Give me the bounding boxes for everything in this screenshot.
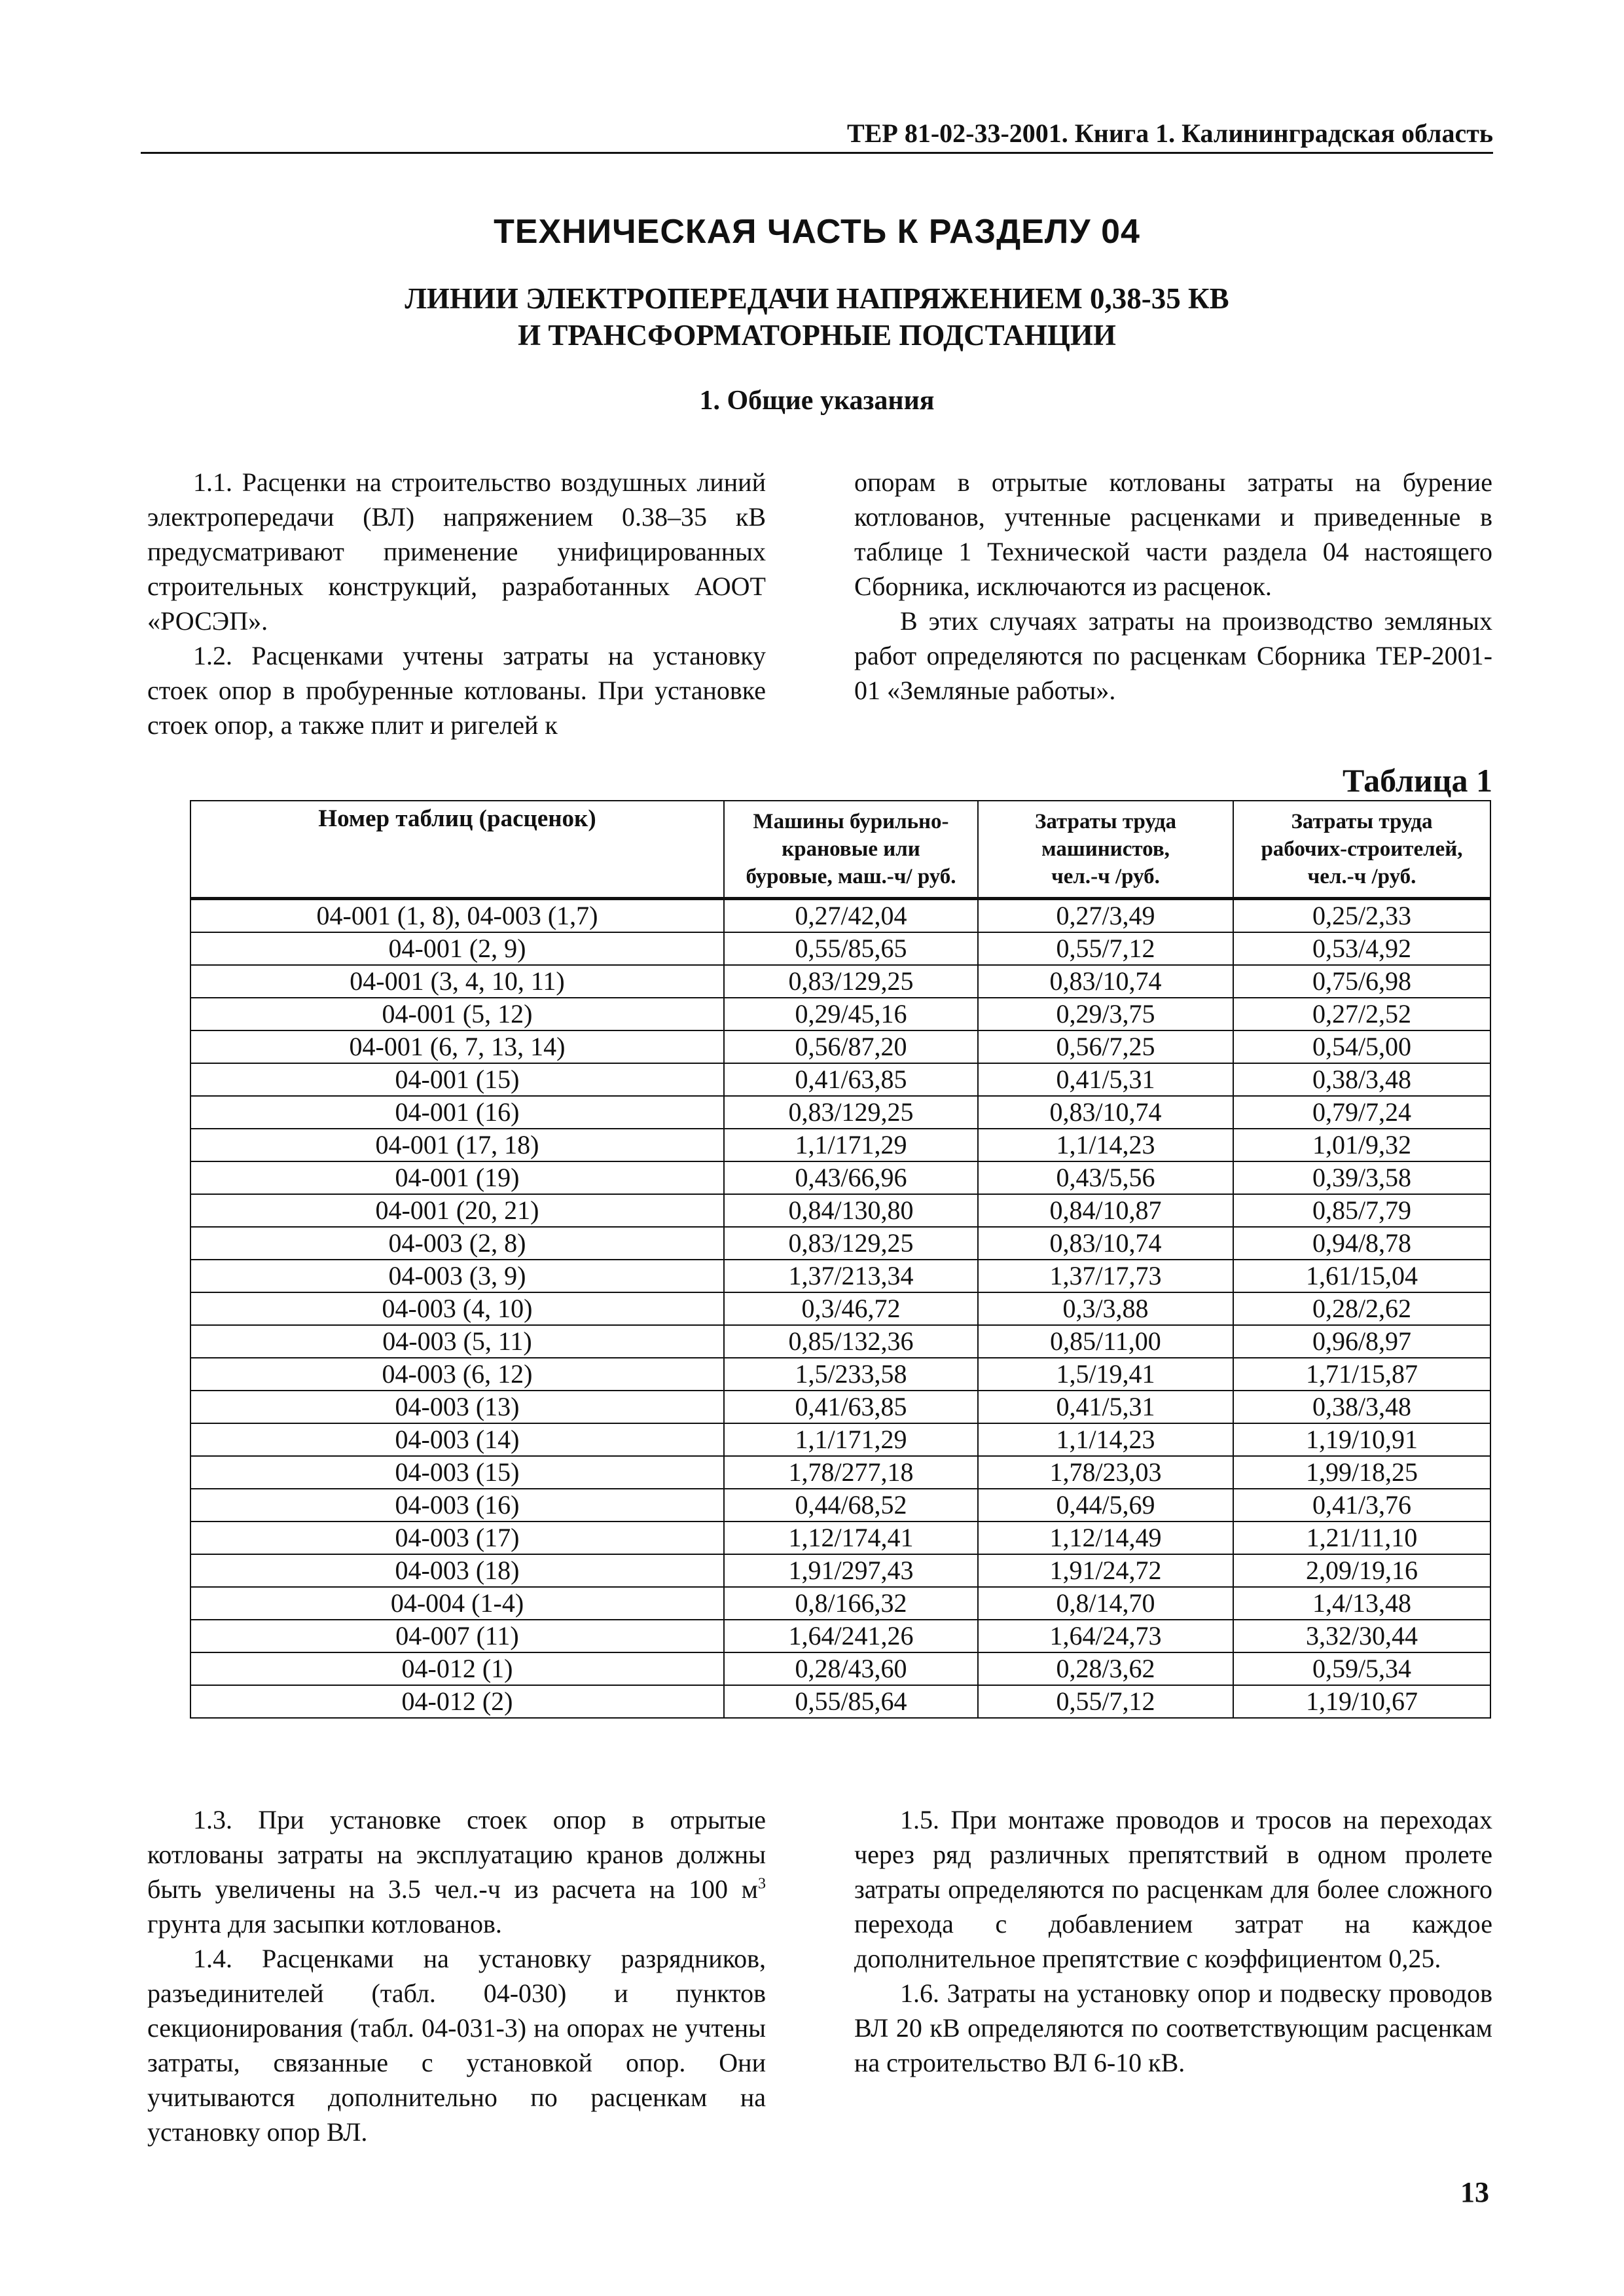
cell-worker-labor: 0,27/2,52 bbox=[1233, 998, 1490, 1030]
table-row bbox=[190, 1522, 1490, 1554]
cell-operator-labor: 0,41/5,31 bbox=[978, 1391, 1233, 1423]
header-operator-labor bbox=[978, 801, 1233, 899]
cell-worker-labor: 0,41/3,76 bbox=[1233, 1489, 1490, 1522]
cell-worker-labor: 0,59/5,34 bbox=[1233, 1652, 1490, 1685]
cell-operator-labor: 0,29/3,75 bbox=[978, 998, 1233, 1030]
header-line: Затраты труда bbox=[1291, 810, 1433, 833]
header-rule bbox=[141, 152, 1493, 154]
cell-table-number: 04-001 (16) bbox=[190, 1096, 724, 1129]
cell-worker-labor: 1,19/10,91 bbox=[1233, 1423, 1490, 1456]
cell-table-number: 04-012 (2) bbox=[190, 1685, 724, 1718]
cell-table-number: 04-003 (15) bbox=[190, 1456, 724, 1489]
table-row bbox=[190, 1620, 1490, 1652]
cell-table-number: 04-003 (17) bbox=[190, 1522, 724, 1554]
cell-table-number: 04-001 (19) bbox=[190, 1161, 724, 1194]
page-number: 13 bbox=[1460, 2176, 1489, 2208]
cell-drilling-machines: 0,41/63,85 bbox=[724, 1063, 978, 1096]
header-line: рабочих-строителей, bbox=[1261, 837, 1463, 861]
paragraph-1-3-text-a: 1.3. При установке стоек опор в отрытые котлованы затраты на эксплуатацию кранов должны быть увеличены на 3.5 чел.-ч из расчета на 100 м bbox=[147, 1805, 766, 1904]
cell-worker-labor: 0,39/3,58 bbox=[1233, 1161, 1490, 1194]
cell-table-number: 04-003 (6, 12) bbox=[190, 1358, 724, 1391]
cell-drilling-machines: 1,1/171,29 bbox=[724, 1423, 978, 1456]
table-row bbox=[190, 998, 1490, 1030]
table-row bbox=[190, 1456, 1490, 1489]
cell-worker-labor: 2,09/19,16 bbox=[1233, 1554, 1490, 1587]
cell-table-number: 04-004 (1-4) bbox=[190, 1587, 724, 1620]
cell-drilling-machines: 1,78/277,18 bbox=[724, 1456, 978, 1489]
table-row bbox=[190, 1489, 1490, 1522]
header-line: Машины бурильно- bbox=[753, 810, 949, 833]
cell-operator-labor: 0,41/5,31 bbox=[978, 1063, 1233, 1096]
cell-drilling-machines: 1,1/171,29 bbox=[724, 1129, 978, 1161]
cell-worker-labor: 0,54/5,00 bbox=[1233, 1030, 1490, 1063]
table-row bbox=[190, 1325, 1490, 1358]
running-header: ТЕР 81-02-33-2001. Книга 1. Калининградская область bbox=[847, 118, 1493, 148]
cell-worker-labor: 0,28/2,62 bbox=[1233, 1292, 1490, 1325]
table-row bbox=[190, 1554, 1490, 1587]
paragraph-1-5: 1.5. При монтаже проводов и тросов на переходах через ряд различных препятствий в одном пролете затраты определяются по расценкам для более сложного перехода с добавлением затрат на каждое дополнительное препятствие с коэффициентом 0,25. bbox=[854, 1805, 1492, 1973]
header-line: Затраты труда bbox=[1034, 810, 1177, 833]
cell-operator-labor: 1,91/24,72 bbox=[978, 1554, 1233, 1587]
cell-drilling-machines: 0,55/85,65 bbox=[724, 932, 978, 965]
section-subtitle bbox=[141, 280, 1493, 354]
cell-drilling-machines: 1,5/233,58 bbox=[724, 1358, 978, 1391]
cell-table-number: 04-003 (5, 11) bbox=[190, 1325, 724, 1358]
cell-drilling-machines: 0,8/166,32 bbox=[724, 1587, 978, 1620]
table-row bbox=[190, 899, 1490, 933]
cell-table-number: 04-003 (13) bbox=[190, 1391, 724, 1423]
header-line: машинистов, bbox=[1041, 837, 1170, 861]
table-row bbox=[190, 1030, 1490, 1063]
cell-worker-labor: 1,21/11,10 bbox=[1233, 1522, 1490, 1554]
cell-table-number: 04-001 (3, 4, 10, 11) bbox=[190, 965, 724, 998]
cell-drilling-machines: 0,43/66,96 bbox=[724, 1161, 978, 1194]
cell-operator-labor: 1,1/14,23 bbox=[978, 1129, 1233, 1161]
rates-table-head bbox=[190, 801, 1490, 899]
table-caption: Таблица 1 bbox=[1342, 762, 1492, 799]
table-row bbox=[190, 965, 1490, 998]
cell-drilling-machines: 0,84/130,80 bbox=[724, 1194, 978, 1227]
section-title: ТЕХНИЧЕСКАЯ ЧАСТЬ К РАЗДЕЛУ 04 bbox=[494, 213, 1140, 251]
paragraph-1-3 bbox=[147, 1802, 766, 1941]
cell-table-number: 04-003 (14) bbox=[190, 1423, 724, 1456]
cell-operator-labor: 1,12/14,49 bbox=[978, 1522, 1233, 1554]
table-row bbox=[190, 1161, 1490, 1194]
cell-table-number: 04-001 (20, 21) bbox=[190, 1194, 724, 1227]
cell-drilling-machines: 0,85/132,36 bbox=[724, 1325, 978, 1358]
cell-drilling-machines: 0,3/46,72 bbox=[724, 1292, 978, 1325]
header-line: чел.-ч /руб. bbox=[1051, 865, 1160, 888]
cell-drilling-machines: 0,41/63,85 bbox=[724, 1391, 978, 1423]
cell-operator-labor: 1,78/23,03 bbox=[978, 1456, 1233, 1489]
cell-operator-labor: 1,5/19,41 bbox=[978, 1358, 1233, 1391]
header-drilling-machines bbox=[724, 801, 978, 899]
cell-worker-labor: 0,25/2,33 bbox=[1233, 899, 1490, 933]
table-row bbox=[190, 1063, 1490, 1096]
paragraph-1-4: 1.4. Расценками на установку разрядников, разъединителей (табл. 04-030) и пунктов секционирования (табл. 04-031-3) на опорах не учтены затраты, связанные с установкой опор. Они учитываются дополнительно по расценкам на установку опор ВЛ. bbox=[147, 1944, 766, 2147]
cell-drilling-machines: 0,44/68,52 bbox=[724, 1489, 978, 1522]
cell-drilling-machines: 0,83/129,25 bbox=[724, 965, 978, 998]
table-row bbox=[190, 1292, 1490, 1325]
rates-table-body bbox=[190, 899, 1490, 1719]
cell-operator-labor: 0,83/10,74 bbox=[978, 1096, 1233, 1129]
subtitle-line-2: И ТРАНСФОРМАТОРНЫЕ ПОДСТАНЦИИ bbox=[518, 319, 1116, 352]
cell-drilling-machines: 1,37/213,34 bbox=[724, 1260, 978, 1292]
header-line: крановые или bbox=[782, 837, 920, 861]
cell-worker-labor: 0,94/8,78 bbox=[1233, 1227, 1490, 1260]
cell-drilling-machines: 0,56/87,20 bbox=[724, 1030, 978, 1063]
paragraph-1-2-continued: опорам в отрытые котлованы затраты на бурение котлованов, учтенные расценками и приведенные в таблице 1 Технической части раздела 04 настоящего Сборника, исключаются из расценок. bbox=[854, 467, 1492, 601]
cell-operator-labor: 0,55/7,12 bbox=[978, 932, 1233, 965]
cell-operator-labor: 0,27/3,49 bbox=[978, 899, 1233, 933]
cell-drilling-machines: 1,91/297,43 bbox=[724, 1554, 978, 1587]
table-row bbox=[190, 1260, 1490, 1292]
cell-operator-labor: 1,1/14,23 bbox=[978, 1423, 1233, 1456]
cell-worker-labor: 0,38/3,48 bbox=[1233, 1063, 1490, 1096]
superscript-cubic: 3 bbox=[758, 1875, 766, 1893]
cell-drilling-machines: 0,83/129,25 bbox=[724, 1096, 978, 1129]
paragraph-1-2: 1.2. Расценками учтены затраты на установку стоек опор в пробуренные котлованы. При установке стоек опор, а также плит и ригелей к bbox=[147, 641, 766, 740]
cell-operator-labor: 0,83/10,74 bbox=[978, 965, 1233, 998]
cell-operator-labor: 0,84/10,87 bbox=[978, 1194, 1233, 1227]
cell-drilling-machines: 0,29/45,16 bbox=[724, 998, 978, 1030]
table-row bbox=[190, 1096, 1490, 1129]
cell-table-number: 04-012 (1) bbox=[190, 1652, 724, 1685]
cell-worker-labor: 0,53/4,92 bbox=[1233, 932, 1490, 965]
cell-worker-labor: 0,85/7,79 bbox=[1233, 1194, 1490, 1227]
cell-table-number: 04-001 (1, 8), 04-003 (1,7) bbox=[190, 899, 724, 933]
table-row bbox=[190, 1129, 1490, 1161]
cell-worker-labor: 1,71/15,87 bbox=[1233, 1358, 1490, 1391]
cell-worker-labor: 1,4/13,48 bbox=[1233, 1587, 1490, 1620]
cell-worker-labor: 1,01/9,32 bbox=[1233, 1129, 1490, 1161]
cell-table-number: 04-001 (17, 18) bbox=[190, 1129, 724, 1161]
cell-worker-labor: 0,96/8,97 bbox=[1233, 1325, 1490, 1358]
table-row bbox=[190, 1423, 1490, 1456]
cell-drilling-machines: 0,55/85,64 bbox=[724, 1685, 978, 1718]
cell-operator-labor: 0,8/14,70 bbox=[978, 1587, 1233, 1620]
cell-operator-labor: 0,3/3,88 bbox=[978, 1292, 1233, 1325]
cell-worker-labor: 1,19/10,67 bbox=[1233, 1685, 1490, 1718]
subtitle-line-1: ЛИНИИ ЭЛЕКТРОПЕРЕДАЧИ НАПРЯЖЕНИЕМ 0,38-35 КВ bbox=[405, 282, 1229, 315]
cell-worker-labor: 0,79/7,24 bbox=[1233, 1096, 1490, 1129]
table-row bbox=[190, 1587, 1490, 1620]
header-line: буровые, маш.-ч/ руб. bbox=[746, 865, 956, 888]
table-row bbox=[190, 1685, 1490, 1718]
cell-worker-labor: 0,38/3,48 bbox=[1233, 1391, 1490, 1423]
header-line: чел.-ч /руб. bbox=[1307, 865, 1416, 888]
cell-operator-labor: 0,56/7,25 bbox=[978, 1030, 1233, 1063]
cell-worker-labor: 1,61/15,04 bbox=[1233, 1260, 1490, 1292]
cell-operator-labor: 0,44/5,69 bbox=[978, 1489, 1233, 1522]
cell-table-number: 04-003 (2, 8) bbox=[190, 1227, 724, 1260]
table-row bbox=[190, 1391, 1490, 1423]
table-header-row bbox=[190, 801, 1490, 899]
text-column-left-top bbox=[147, 465, 766, 742]
subsection-heading: 1. Общие указания bbox=[699, 386, 935, 416]
cell-table-number: 04-007 (11) bbox=[190, 1620, 724, 1652]
cell-drilling-machines: 0,28/43,60 bbox=[724, 1652, 978, 1685]
table-row bbox=[190, 1194, 1490, 1227]
paragraph-1-3-text-b: грунта для засыпки котлованов. bbox=[147, 1909, 502, 1939]
header-worker-labor bbox=[1233, 801, 1490, 899]
rates-table bbox=[190, 800, 1491, 1719]
cell-operator-labor: 0,85/11,00 bbox=[978, 1325, 1233, 1358]
cell-operator-labor: 1,37/17,73 bbox=[978, 1260, 1233, 1292]
cell-table-number: 04-001 (6, 7, 13, 14) bbox=[190, 1030, 724, 1063]
table-row bbox=[190, 1227, 1490, 1260]
cell-worker-labor: 1,99/18,25 bbox=[1233, 1456, 1490, 1489]
cell-operator-labor: 0,83/10,74 bbox=[978, 1227, 1233, 1260]
paragraph-1-1: 1.1. Расценки на строительство воздушных линий электропередачи (ВЛ) напряжением 0.38–35 кВ предусматривают применение унифицированных строительных конструкций, разработанных АООТ «РОСЭП». bbox=[147, 467, 766, 636]
cell-operator-labor: 0,43/5,56 bbox=[978, 1161, 1233, 1194]
paragraph-1-2-b: В этих случаях затраты на производство земляных работ определяются по расценкам Сборника ТЕР-2001-01 «Земляные работы». bbox=[854, 606, 1492, 705]
text-column-right-bottom bbox=[854, 1802, 1492, 2080]
table-row bbox=[190, 932, 1490, 965]
cell-table-number: 04-001 (2, 9) bbox=[190, 932, 724, 965]
cell-drilling-machines: 1,64/241,26 bbox=[724, 1620, 978, 1652]
header-line: Номер таблиц (расценок) bbox=[318, 805, 596, 832]
cell-drilling-machines: 1,12/174,41 bbox=[724, 1522, 978, 1554]
cell-table-number: 04-003 (18) bbox=[190, 1554, 724, 1587]
cell-worker-labor: 0,75/6,98 bbox=[1233, 965, 1490, 998]
cell-table-number: 04-003 (4, 10) bbox=[190, 1292, 724, 1325]
table-row bbox=[190, 1358, 1490, 1391]
cell-operator-labor: 0,28/3,62 bbox=[978, 1652, 1233, 1685]
header-table-number bbox=[190, 801, 724, 899]
cell-table-number: 04-001 (15) bbox=[190, 1063, 724, 1096]
cell-table-number: 04-003 (3, 9) bbox=[190, 1260, 724, 1292]
table-row bbox=[190, 1652, 1490, 1685]
cell-table-number: 04-001 (5, 12) bbox=[190, 998, 724, 1030]
cell-worker-labor: 3,32/30,44 bbox=[1233, 1620, 1490, 1652]
paragraph-1-6: 1.6. Затраты на установку опор и подвеску проводов ВЛ 20 кВ определяются по соответствующим расценкам на строительство ВЛ 6-10 кВ. bbox=[854, 1978, 1492, 2077]
text-column-right-top bbox=[854, 465, 1492, 708]
cell-drilling-machines: 0,27/42,04 bbox=[724, 899, 978, 933]
text-column-left-bottom bbox=[147, 1802, 766, 2149]
cell-drilling-machines: 0,83/129,25 bbox=[724, 1227, 978, 1260]
cell-operator-labor: 0,55/7,12 bbox=[978, 1685, 1233, 1718]
cell-operator-labor: 1,64/24,73 bbox=[978, 1620, 1233, 1652]
cell-table-number: 04-003 (16) bbox=[190, 1489, 724, 1522]
